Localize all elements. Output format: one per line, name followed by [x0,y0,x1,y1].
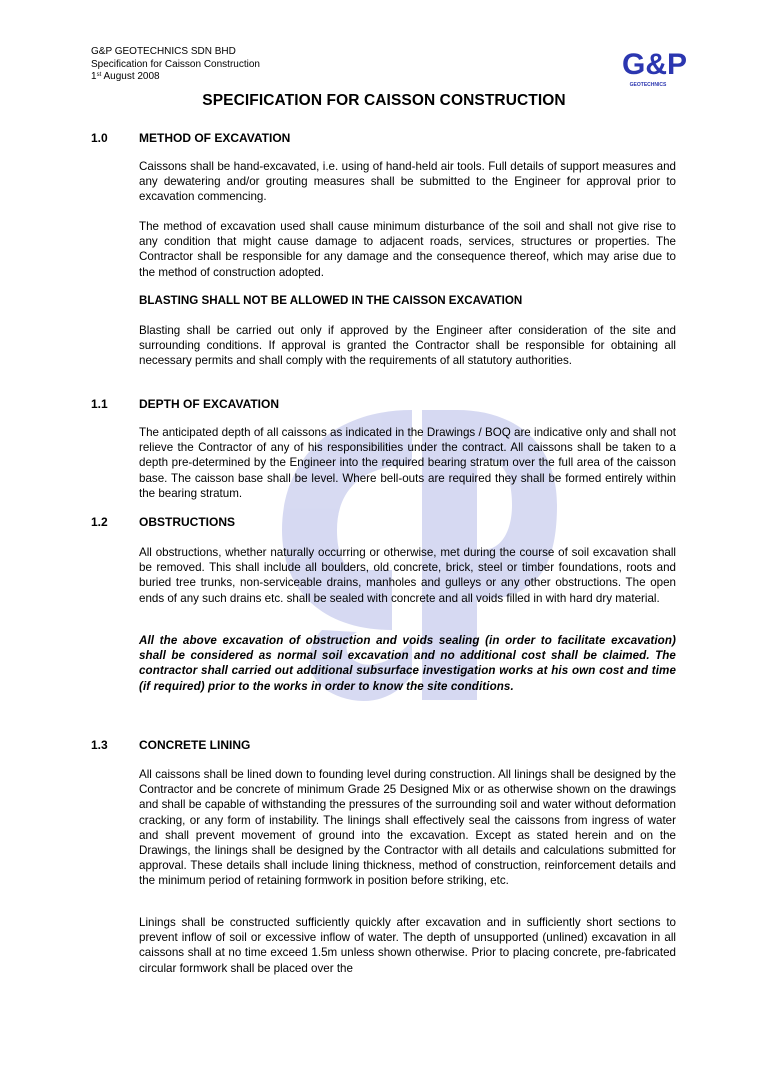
section-title: OBSTRUCTIONS [139,515,235,529]
section-heading [91,515,235,529]
emphasis-paragraph: All the above excavation of obstruction and voids sealing (in order to facilitate excavation) shall be considered as normal soil excavation and no additional cost shall be claimed. The contractor shall carried out additional subsurface investigation works at his own cost and time (if required) prior to the works in order to know the site conditions. [139,634,676,693]
section-number: 1.3 [91,738,108,752]
section-heading [91,738,250,752]
section-number: 1.2 [91,515,108,529]
paragraph: Linings shall be constructed sufficiently quickly after excavation and in sufficiently short sections to prevent inflow of soil or excessive inflow of water. The depth of unsupported (unlined) excavation in all caissons shall at no time exceed 1.5m unless shown otherwise. Prior to placing concrete, pre-fabricated circular formwork shall be placed over the [139,916,676,975]
company-logo [618,36,688,88]
paragraph: All caissons shall be lined down to founding level during construction. All linings shall be designed by the Contractor and be concrete of minimum Grade 25 Designed Mix or as otherwise shown on the drawings and shall be capable of withstanding the pressures of the surrounding soil and water without deformation cracking, or any form of instability. The linings shall effectively seal the caissons from ingress of water and shall prevent movement of ground into the excavation. Except as stated herein and on the Drawings, the linings shall be designed by the Contractor with all details and calculations submitted for approval. These details shall include lining thickness, method of construction, reinforcement details and the minimum period of retaining formwork in position before striking, etc. [139,768,676,888]
logo-letters: G&P [622,48,688,81]
paragraph: Caissons shall be hand-excavated, i.e. using of hand-held air tools. Full details of support measures and any dewatering and/or grouting measures shall be submitted to the Engineer for approval prior to excavation commencing. [139,160,676,204]
header-company: G&P GEOTECHNICS SDN BHD [91,46,236,57]
section-heading [91,397,279,411]
section-title: CONCRETE LINING [139,738,251,752]
section-heading [91,131,290,145]
section-title: METHOD OF EXCAVATION [139,131,291,145]
section-title: DEPTH OF EXCAVATION [139,397,280,411]
paragraph: Blasting shall be carried out only if approved by the Engineer after consideration of the site and surrounding conditions. If approval is granted the Contractor shall be responsible for obtaining all necessary permits and shall comply with the requirements of all statutory authorities. [139,324,676,368]
section-number: 1.0 [91,131,108,145]
header-document: Specification for Caisson Construction [91,58,260,70]
running-header [91,46,260,84]
paragraph: The method of excavation used shall cause minimum disturbance of the soil and shall not give rise to any condition that might cause damage to adjacent roads, services, structures or properties. The Contractor shall be responsible for any damage and the consequence thereof, which may arise due to the method of construction adopted. [139,220,676,279]
logo-caption: GEOTECHNICS [629,82,667,88]
paragraph: The anticipated depth of all caissons as indicated in the Drawings / BOQ are indicative only and shall not relieve the Contractor of any of his responsibilities under the contract. All caissons shall be taken to a depth pre-determined by the Engineer into the required bearing stratum over the full area of the caisson base. The caisson base shall be level. Where bell-outs are required they shall be formed entirely within the bearing stratum. [139,426,676,500]
header-date: 1st August 2008 [91,71,160,82]
blasting-notice: BLASTING SHALL NOT BE ALLOWED IN THE CAISSON EXCAVATION [139,294,523,307]
page-title: SPECIFICATION FOR CAISSON CONSTRUCTION [202,92,566,109]
section-number: 1.1 [91,397,108,411]
paragraph: All obstructions, whether naturally occurring or otherwise, met during the course of soil excavation shall be removed. This shall include all boulders, old concrete, brick, steel or timber foundations, roots and buried tree trunks, non-serviceable drains, manholes and gulleys or any other obstructions. The open ends of any such drains etc. shall be sealed with concrete and all voids filled in with hard dry material. [139,546,676,605]
